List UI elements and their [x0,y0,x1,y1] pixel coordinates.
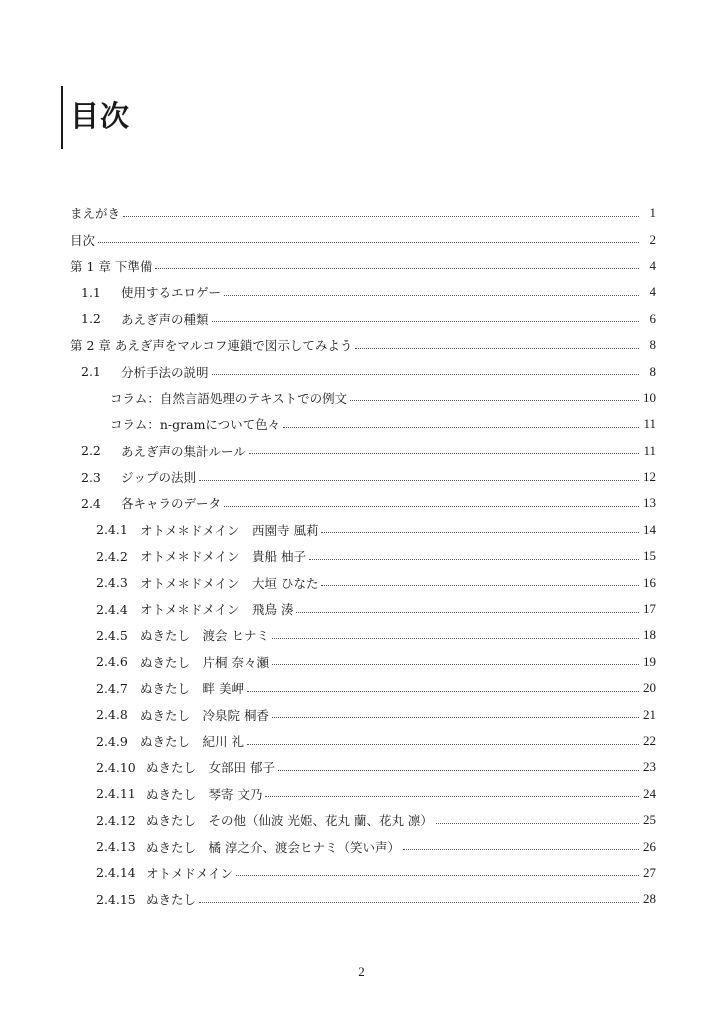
toc-entry[interactable] [70,781,656,807]
dot-leader [98,242,639,243]
toc-entry-label: あえぎ声の種類 [121,311,209,327]
toc-entry-page: 11 [643,442,656,458]
toc-entry-number: 2.4.4 [96,601,128,617]
toc-entry-number: 2.4.8 [96,707,128,723]
dot-leader [123,216,639,217]
toc-entry-label: ぬきたし その他（仙波 光姫、花丸 蘭、花丸 凛） [146,813,433,829]
toc-entry-label: オトメ＊ドメイン 貴船 柚子 [140,549,306,565]
toc-entry-number: 2.4.12 [96,812,136,828]
toc-entry[interactable] [70,385,656,411]
toc-entry-label: ぬきたし 畔 美岬 [140,681,244,697]
toc-entry-label: ぬきたし 橘 淳之介、渡会ヒナミ（笑い声） [146,839,400,855]
toc-entry[interactable] [70,860,656,886]
page-title: 目次 [70,99,131,133]
toc-entry-number: 2.4.11 [96,786,136,802]
toc-entry-number: 2.4.1 [96,522,128,538]
toc-entry-number: 2.3 [81,469,101,485]
toc-entry-number: 2.4.3 [96,575,128,591]
toc-entry-page: 23 [643,759,656,775]
toc-entry-page: 4 [649,284,656,300]
toc-entry-label: ぬきたし 女部田 郁子 [146,760,275,776]
toc-entry-label: ぬきたし 片桐 奈々瀬 [140,654,269,670]
toc-entry-label: ぬきたし 紀川 礼 [140,734,244,749]
dot-leader [321,585,639,586]
toc-entry-page: 6 [649,310,656,326]
dot-leader [236,875,639,876]
toc-entry-page: 25 [643,812,656,828]
toc-entry[interactable] [70,279,656,305]
toc-entry-label: オトメ＊ドメイン 西園寺 風莉 [140,522,319,538]
dot-leader [283,427,639,428]
toc-entry[interactable] [70,306,656,332]
toc-entry-number: 2.4.13 [96,839,136,855]
dot-leader [212,374,639,375]
dot-leader [272,717,639,718]
toc-entry-page: 27 [643,864,656,880]
title-accent-bar [61,86,63,149]
dot-leader [278,770,639,771]
toc-entry-page: 8 [649,337,656,353]
toc-entry-page: 12 [643,469,656,485]
toc-entry-label: ぬきたし 琴寄 文乃 [146,786,263,802]
toc-entry-label: 分析手法の説明 [121,364,209,380]
dot-leader [309,559,639,560]
toc-entry-number: 2.4 [81,495,101,511]
toc-entry-page: 21 [643,706,656,722]
dot-leader [355,348,639,349]
toc-entry-label: あえぎ声の集計ルール [121,443,246,459]
toc-entry-label: 第 2 章 あえぎ声をマルコフ連鎖で図示してみよう [70,338,353,354]
toc-entry-page: 24 [643,785,656,801]
toc-entry-label: オトメ＊ドメイン 大垣 ひなた [140,575,319,591]
toc-entry[interactable] [70,596,656,622]
toc-entry[interactable] [70,833,656,859]
toc-entry-number: 2.4.14 [96,865,136,881]
toc-entry[interactable] [70,332,656,358]
toc-entry[interactable] [70,438,656,464]
dot-leader [350,400,639,401]
toc-entry-number: 2.4.9 [96,733,128,749]
toc-entry-label: コラム：自然言語処理のテキストでの例文 [110,390,348,406]
toc-entry[interactable] [70,490,656,516]
toc-entry-label: ぬきたし 冷泉院 桐香 [140,707,269,723]
toc-entry[interactable] [70,754,656,780]
toc-entry-number: 1.1 [81,284,101,300]
toc-entry-number: 2.4.6 [96,654,128,670]
toc-entry[interactable] [70,807,656,833]
dot-leader [224,295,639,296]
toc-entry-page: 19 [643,653,656,669]
dot-leader [296,612,639,613]
toc-entry-page: 10 [643,389,656,405]
toc-entry-number: 2.4.5 [96,627,128,643]
dot-leader [199,480,639,481]
dot-leader [272,638,639,639]
toc-entry-page: 15 [643,548,656,564]
toc-entry-number: 2.4.7 [96,680,128,696]
dot-leader [155,268,639,269]
toc-entry-label: ぬきたし 渡会 ヒナミ [140,628,269,644]
toc-entry-number: 2.4.10 [96,759,136,775]
toc-entry-label: オトメドメイン [146,865,234,881]
dot-leader [321,532,639,533]
toc-entry[interactable] [70,358,656,384]
toc-entry-page: 22 [643,733,656,748]
toc-entry-page: 16 [643,574,656,590]
toc-entry-number: 2.4.15 [96,891,136,907]
toc-entry[interactable] [70,649,656,675]
toc-entry-number: 2.4.2 [96,548,128,564]
dot-leader [265,796,639,797]
toc-entry-page: 17 [643,601,656,617]
table-of-contents [70,200,656,913]
toc-entry[interactable] [70,464,656,490]
toc-entry-label: 第 1 章 下準備 [70,258,153,274]
toc-entry[interactable] [70,622,656,648]
toc-entry[interactable] [70,569,656,595]
toc-entry-number: 2.2 [81,443,101,459]
toc-entry-page: 8 [649,363,656,379]
toc-entry-page: 18 [643,627,656,643]
toc-entry-page: 13 [643,495,656,511]
toc-entry-label: 目次 [70,232,96,248]
dot-leader [272,664,639,665]
toc-entry[interactable] [70,701,656,727]
page-number: 2 [358,964,365,979]
dot-leader [212,321,639,322]
toc-entry[interactable] [70,253,656,279]
dot-leader [436,823,639,824]
toc-entry-label: コラム：n-gramについて色々 [110,417,281,433]
toc-entry-label: 各キャラのデータ [121,496,222,512]
toc-entry-page: 2 [649,231,656,247]
toc-entry-page: 26 [643,838,656,854]
toc-entry-label: ジップの法則 [121,470,197,486]
dot-leader [199,902,639,903]
toc-entry-page: 20 [643,680,656,696]
toc-entry-label: ぬきたし [146,892,197,908]
toc-entry[interactable] [70,886,656,912]
toc-entry-label: 使用するエロゲー [121,285,222,301]
toc-entry-page: 28 [643,891,656,907]
toc-entry[interactable] [70,200,656,226]
dot-leader [249,453,639,454]
toc-entry[interactable] [70,517,656,543]
toc-entry[interactable] [70,543,656,569]
toc-entry-page: 14 [643,521,656,537]
toc-entry-label: オトメ＊ドメイン 飛鳥 湊 [140,602,294,618]
dot-leader [403,849,639,850]
toc-entry[interactable] [70,226,656,252]
toc-entry-number: 1.2 [81,311,101,327]
toc-entry[interactable] [70,411,656,437]
toc-entry[interactable] [70,728,656,754]
toc-entry-label: まえがき [70,206,121,222]
dot-leader [224,506,639,507]
toc-entry-number: 2.1 [81,364,101,380]
toc-entry-page: 1 [649,205,656,221]
dot-leader [247,691,639,692]
dot-leader [247,744,639,745]
toc-entry-page: 4 [649,257,656,273]
toc-entry-page: 11 [643,416,656,432]
toc-entry[interactable] [70,675,656,701]
